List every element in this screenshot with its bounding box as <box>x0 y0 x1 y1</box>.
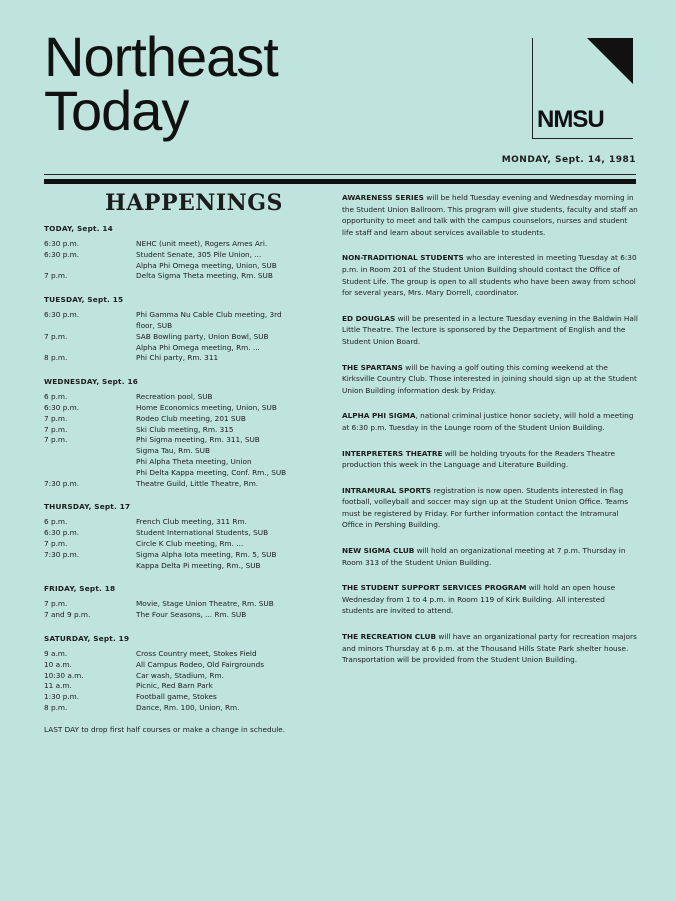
event-description: Student International Students, SUB <box>136 528 269 538</box>
event-time <box>44 457 136 468</box>
event-row <box>44 310 324 321</box>
event-time: 6:30 p.m. <box>44 528 80 538</box>
day-block <box>44 377 324 489</box>
announcement-text: will hold an open house Wednesday from 1 to 4 p.m. in Room 119 of Kirk Building. All interested students are invited to attend. <box>342 583 616 616</box>
event-row <box>44 610 324 621</box>
event-description: NEHC (unit meet), Rogers Ames Ari. <box>136 239 268 248</box>
announcement-lead: ALPHA PHI SIGMA <box>342 411 416 421</box>
announcement <box>342 485 638 531</box>
event-row <box>44 703 324 714</box>
event-description: Phi Alpha Theta meeting, Union <box>136 456 252 466</box>
day-block <box>44 634 324 714</box>
nmsu-logo <box>532 38 633 139</box>
announcement-text: will be having a golf outing this coming weekend at the Kirksville Country Club. Those interested in joining should sign up at the Student Union Building information desk by Friday. <box>342 362 637 395</box>
event-time: 7 p.m. <box>44 413 68 423</box>
event-time: 7 p.m. <box>44 538 68 548</box>
event-row <box>44 479 324 490</box>
event-row <box>44 425 324 436</box>
day-label: FRIDAY, Sept. 18 <box>44 584 116 594</box>
day-block <box>44 502 324 571</box>
event-time: 6:30 p.m. <box>44 239 80 248</box>
event-time: 7 p.m. <box>44 599 68 609</box>
announcement-lead: INTERPRETERS THEATRE <box>342 448 443 458</box>
announcement <box>342 410 638 433</box>
event-description: Ski Club meeting, Rm. 315 <box>136 424 234 434</box>
event-row <box>44 649 324 660</box>
event-time: 11 a.m. <box>44 681 72 691</box>
event-description: Dance, Rm. 100, Union, Rm. <box>136 702 240 712</box>
event-time <box>44 261 136 272</box>
event-row <box>44 392 324 403</box>
event-description: All Campus Rodeo, Old Fairgrounds <box>136 659 265 669</box>
divider-thin <box>44 174 636 175</box>
event-description: Football game, Stokes <box>136 692 217 702</box>
day-label: TUESDAY, Sept. 15 <box>44 295 124 305</box>
event-row <box>44 271 324 282</box>
event-row <box>44 599 324 610</box>
event-description: Picnic, Red Barn Park <box>136 681 213 691</box>
event-row <box>44 343 324 354</box>
event-row <box>44 321 324 332</box>
event-time <box>44 321 136 332</box>
event-row <box>44 353 324 364</box>
event-description: Kappa Delta Pi meeting, Rm., SUB <box>136 560 261 570</box>
event-description: Alpha Phi Omega meeting, Union, SUB <box>136 260 277 270</box>
event-row <box>44 457 324 468</box>
event-description: Circle K Club meeting, Rm. ... <box>136 538 244 548</box>
event-description: Recreation pool, SUB <box>136 392 213 402</box>
masthead-title <box>44 25 278 142</box>
event-row <box>44 561 324 572</box>
event-row <box>44 517 324 528</box>
announcement <box>342 545 638 568</box>
event-description: Alpha Phi Omega meeting, Rm. ... <box>136 342 260 352</box>
event-time: 7 p.m. <box>44 424 68 434</box>
event-row <box>44 671 324 682</box>
event-time: 7:30 p.m. <box>44 549 80 559</box>
announcement <box>342 192 638 238</box>
event-row <box>44 681 324 692</box>
event-time: 6 p.m. <box>44 517 68 527</box>
event-description: Phi Chi party, Rm. 311 <box>136 353 219 363</box>
event-time: 7 and 9 p.m. <box>44 610 91 620</box>
event-row <box>44 468 324 479</box>
event-time: 9 a.m. <box>44 648 68 658</box>
event-description: Rodeo Club meeting, 201 SUB <box>136 413 246 423</box>
event-row <box>44 414 324 425</box>
announcement-text: will be presented in a lecture Tuesday evening in the Baldwin Hall Little Theatre. The lecture is sponsored by the Department of English and the Student Union Board. <box>342 313 638 346</box>
announcement <box>342 252 638 298</box>
event-row <box>44 446 324 457</box>
event-time <box>44 561 136 572</box>
event-description: Home Economics meeting, Union, SUB <box>136 402 277 412</box>
announcement-lead: THE STUDENT SUPPORT SERVICES PROGRAM <box>342 583 527 593</box>
announcement-lead: AWARENESS SERIES <box>342 193 424 202</box>
announcement <box>342 313 638 348</box>
announcement-text: will be holding tryouts for the Readers Theatre production this week in the Language and Literature Building. <box>342 448 616 470</box>
announcement-text: will have an organizational party for recreation majors and minors Thursday at 6 p.m. at the Thousand Hills State Park shelter house. Transportation will be provided from the Student Union Building. <box>342 632 637 665</box>
event-description: Sigma Tau, Rm. SUB <box>136 446 210 456</box>
event-description: French Club meeting, 311 Rm. <box>136 517 247 527</box>
day-label: THURSDAY, Sept. 17 <box>44 502 131 512</box>
footer-note: LAST DAY to drop first half courses or make a change in schedule. <box>44 724 286 734</box>
event-row <box>44 250 324 261</box>
event-row <box>44 692 324 703</box>
event-description: Sigma Alpha Iota meeting, Rm. 5, SUB <box>136 549 277 559</box>
event-time: 10 a.m. <box>44 659 72 669</box>
event-time <box>44 343 136 354</box>
issue-date: MONDAY, Sept. 14, 1981 <box>501 155 636 165</box>
event-row <box>44 660 324 671</box>
event-time: 7 p.m. <box>44 435 68 445</box>
event-time: 10:30 a.m. <box>44 670 84 680</box>
event-row <box>44 550 324 561</box>
day-block <box>44 584 324 621</box>
event-row <box>44 403 324 414</box>
announcement <box>342 631 638 666</box>
day-block <box>44 295 324 364</box>
logo-text: NMSU <box>537 106 604 133</box>
day-label: WEDNESDAY, Sept. 16 <box>44 377 139 387</box>
event-description: Delta Sigma Theta meeting, Rm. SUB <box>136 271 273 281</box>
event-description: Cross Country meet, Stokes Field <box>136 648 257 658</box>
event-time: 7 p.m. <box>44 331 68 341</box>
announcements-column <box>342 192 638 680</box>
event-time: 7 p.m. <box>44 271 68 281</box>
announcement-lead: ED DOUGLAS <box>342 313 396 323</box>
event-row <box>44 332 324 343</box>
event-time: 1:30 p.m. <box>44 692 80 702</box>
event-time <box>44 468 136 479</box>
event-time: 6:30 p.m. <box>44 402 80 412</box>
event-row <box>44 539 324 550</box>
event-time: 8 p.m. <box>44 353 68 363</box>
day-label: SATURDAY, Sept. 19 <box>44 633 130 643</box>
event-description: Car wash, Stadium, Rm. <box>136 670 224 680</box>
announcement-text: will be held Tuesday evening and Wednesday morning in the Student Union Ballroom. This program will give students, faculty and staff an opportunity to meet and talk with the campus counselors, nurses and student life staff and learn about services available to students. <box>342 193 638 237</box>
event-time: 6 p.m. <box>44 392 68 402</box>
event-row <box>44 239 324 250</box>
announcement <box>342 582 638 617</box>
announcement-lead: INTRAMURAL SPORTS <box>342 485 432 495</box>
announcement <box>342 362 638 397</box>
event-description: Phi Delta Kappa meeting, Conf. Rm., SUB <box>136 467 287 477</box>
announcement-lead: NON-TRADITIONAL STUDENTS <box>342 253 464 263</box>
day-block <box>44 224 324 282</box>
event-description: The Four Seasons, ... Rm. SUB <box>136 610 247 620</box>
event-description: Student Senate, 305 Pile Union, ... <box>136 249 262 259</box>
announcement-lead: THE SPARTANS <box>342 362 403 372</box>
event-description: Theatre Guild, Little Theatre, Rm. <box>136 478 259 488</box>
event-description: Phi Sigma meeting, Rm. 311, SUB <box>136 435 260 445</box>
event-description: floor, SUB <box>136 320 173 330</box>
event-description: Phi Gamma Nu Cable Club meeting, 3rd <box>136 310 282 320</box>
event-time: 7:30 p.m. <box>44 478 80 488</box>
happenings-column <box>44 188 324 735</box>
masthead-title-line2: Today <box>44 79 189 142</box>
event-time: 6:30 p.m. <box>44 310 80 320</box>
event-row <box>44 528 324 539</box>
masthead-title-line1: Northeast <box>44 25 278 88</box>
event-time: 6:30 p.m. <box>44 249 80 259</box>
announcement <box>342 448 638 471</box>
day-label: TODAY, Sept. 14 <box>44 224 113 233</box>
calendar-days <box>44 224 324 714</box>
logo-triangle-icon <box>587 38 633 84</box>
announcement-text: registration is now open. Students interested in flag football, volleyball and soccer may sign up at the Student Union Office. Teams must be registered by Friday. For further information contact the Intramural Office in Pershing Building. <box>342 485 629 530</box>
announcement-text: will hold an organizational meeting at 7 p.m. Thursday in Room 313 of the Student Union Building. <box>342 546 626 567</box>
event-time <box>44 446 136 457</box>
event-row <box>44 435 324 446</box>
section-heading: HAPPENINGS <box>105 190 283 216</box>
event-time: 8 p.m. <box>44 702 68 712</box>
event-description: SAB Bowling party, Union Bowl, SUB <box>136 331 269 341</box>
event-row <box>44 261 324 272</box>
announcement-lead: THE RECREATION CLUB <box>342 632 437 642</box>
event-description: Movie, Stage Union Theatre, Rm. SUB <box>136 599 274 609</box>
divider-thick <box>44 179 636 184</box>
announcement-text: , national criminal justice honor society, will hold a meeting at 6:30 p.m. Tuesday in the Lounge room of the Student Union Building. <box>342 411 634 432</box>
announcement-lead: NEW SIGMA CLUB <box>342 546 415 556</box>
announcement-text: who are interested in meeting Tuesday at 6:30 p.m. in Room 201 of the Student Union Building should contact the Office of Student Life. The group is open to all students who have been away from school for several years, Mrs. Mary Dorrell, coordinator. <box>342 253 637 298</box>
